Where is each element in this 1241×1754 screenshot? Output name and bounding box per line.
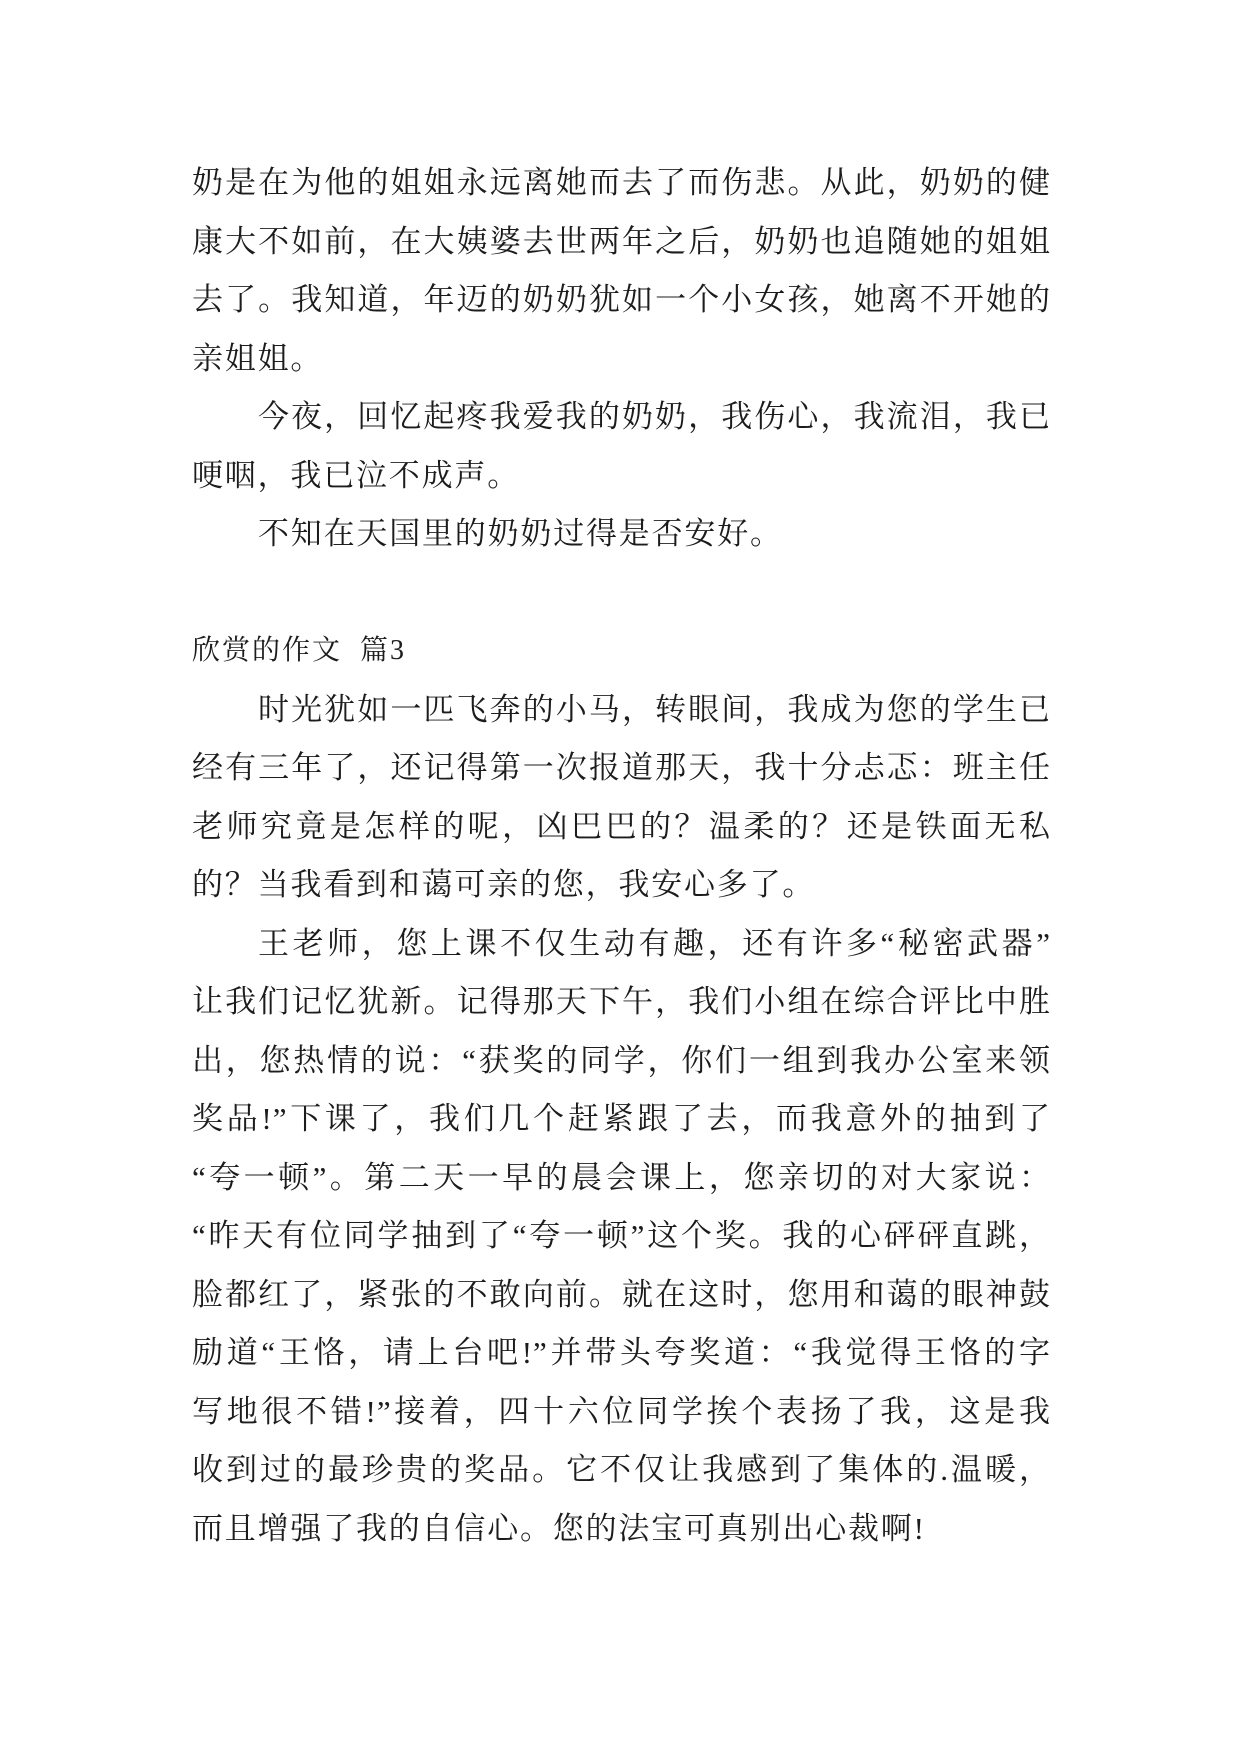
text-line: “昨天有位同学抽到了“夸一顿”这个奖。我的心砰砰直跳， xyxy=(192,1218,1051,1253)
text-line: 励道“王恪，请上台吧!”并带头夸奖道：“我觉得王恪的字 xyxy=(192,1335,1051,1370)
text-line: 老师究竟是怎样的呢，凶巴巴的？温柔的？还是铁面无私 xyxy=(192,808,1051,844)
text-line: “夸一顿”。第二天一早的晨会课上，您亲切的对大家说： xyxy=(192,1159,1051,1195)
text-line: 不知在天国里的奶奶过得是否安好。 xyxy=(258,516,783,551)
text-line: 脸都红了，紧张的不敢向前。就在这时，您用和蔼的眼神鼓 xyxy=(192,1276,1051,1312)
paragraph xyxy=(192,681,1051,915)
text-line: 亲姐姐。 xyxy=(192,340,324,376)
text-line: 经有三年了，还记得第一次报道那天，我十分忐忑：班主任 xyxy=(192,750,1051,785)
text-line: 让我们记忆犹新。记得那天下午，我们小组在综合评比中胜 xyxy=(192,984,1051,1019)
text-line: 去了。我知道，年迈的奶奶犹如一个小女孩，她离不开她的 xyxy=(192,282,1051,317)
paragraph xyxy=(192,505,1051,564)
text-line: 的？当我看到和蔼可亲的您，我安心多了。 xyxy=(192,867,816,902)
document-body xyxy=(192,154,1051,1558)
text-line: 奶是在为他的姐姐永远离她而去了而伤悲。从此，奶奶的健 xyxy=(192,165,1051,200)
text-line: 出，您热情的说：“获奖的同学，你们一组到我办公室来领 xyxy=(192,1042,1051,1078)
text-line: 收到过的最珍贵的奖品。它不仅让我感到了集体的.温暖， xyxy=(192,1452,1051,1487)
text-line: 而且增强了我的自信心。您的法宝可真别出心裁啊! xyxy=(192,1510,926,1546)
paragraph xyxy=(192,154,1051,388)
text-line: 哽咽，我已泣不成声。 xyxy=(192,457,520,493)
text-line: 时光犹如一匹飞奔的小马，转眼间，我成为您的学生已 xyxy=(258,691,1051,727)
section-heading: 欣赏的作文 篇3 xyxy=(192,635,407,666)
text-line: 奖品!”下课了，我们几个赶紧跟了去，而我意外的抽到了 xyxy=(192,1101,1051,1136)
text-line: 今夜，回忆起疼我爱我的奶奶，我伤心，我流泪，我已 xyxy=(258,399,1051,434)
text-line: 王老师，您上课不仅生动有趣，还有许多“秘密武器” xyxy=(258,925,1051,961)
paragraph xyxy=(192,915,1051,1559)
blank-line xyxy=(192,564,1051,623)
text-line: 写地很不错!”接着，四十六位同学挨个表扬了我，这是我 xyxy=(192,1393,1051,1429)
text-line: 康大不如前，在大姨婆去世两年之后，奶奶也追随她的姐姐 xyxy=(192,223,1051,259)
paragraph xyxy=(192,388,1051,505)
